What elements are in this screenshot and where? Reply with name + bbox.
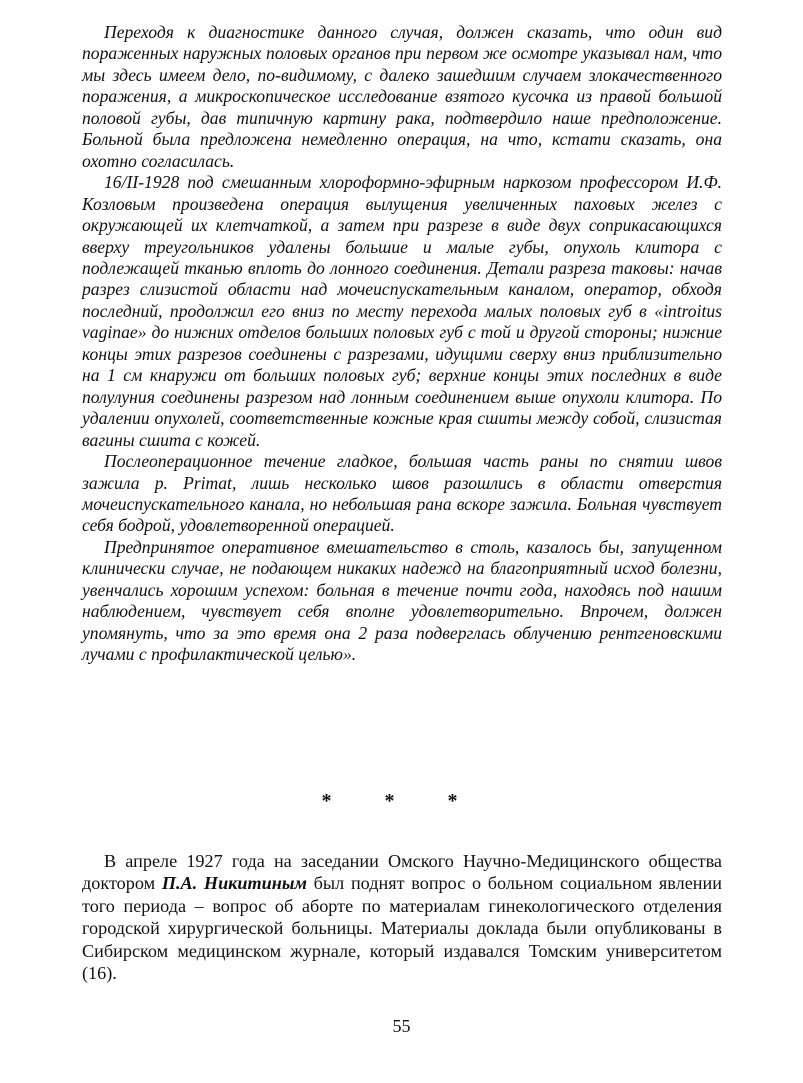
quote-paragraph-diagnosis: Переходя к диагностике данного случая, должен сказать, что один вид пораженных наружных половых органов при первом же осмотре указывал нам, что мы здесь имеем дело, по-видимому, с далеко зашедшим случаем злокачественного поражения, а микроскопическое исследование взятого кусочка из правой большой половой губы, дав типичную картину рака, подтвердило наше предположение. Больной была предложена немедленно операция, на что, кстати сказать, она охотно согласилась.	[82, 22, 722, 171]
body-text-block	[82, 850, 722, 984]
page-number: 55	[392, 1016, 411, 1036]
quote-paragraph-postoperative: Послеоперационное течение гладкое, большая часть раны по снятии швов зажила p. Primat, лишь несколько швов разошлись в области отверстия мочеиспускательного канала, но небольшая рана вскоре зажила. Больная чувствует себя бодрой, удовлетворенной операцией.	[82, 451, 722, 536]
quote-paragraph-operation: 16/II-1928 под смешанным хлороформно-эфирным наркозом профессором И.Ф. Козловым произведена операция вылущения увеличенных паховых желез с окружающей их клетчаткой, а затем при разрезе в виде двух соприкасающихся вверху треугольников удалены большие и малые губы, опухоль клитора с подлежащей тканью вплоть до лонного соединения. Детали разреза таковы: начав разрез слизистой области над мочеиспускательным каналом, оператор, обходя последний, продолжил его вниз по месту перехода малых половых губ в «introitus vaginae» до нижних отделов больших половых губ с той и другой стороны; нижние концы этих разрезов соединены с разрезами, идущими сверху вниз приблизительно на 1 см кнаружи от больших половых губ; верхние концы этих последних в виде полулуния соединены разрезом над лонным соединением выше опухоли клитора. По удалении опухолей, соответственные кожные края сшиты между собой, слизистая вагины сшита с кожей.	[82, 172, 722, 450]
section-separator: * * *	[321, 790, 482, 812]
quote-paragraph-outcome: Предпринятое оперативное вмешательство в столь, казалось бы, запущенном клинически случае, не подающем никаких надежд на благоприятный исход болезни, увенчались хорошим успехом: больная в течение почти года, находясь под нашим наблюдением, чувствует себя вполне удовлетворительно. Впрочем, должен упомянуть, что за это время она 2 раза подверглась облучению рентгеновскими лучами с профилактической целью».	[82, 536, 722, 665]
body-paragraph	[82, 850, 722, 984]
author-name: П.А. Никитиным	[161, 873, 307, 894]
italic-quote-block	[82, 22, 722, 666]
body-text-after-author: был поднят вопрос о больном социальном явлении того периода – вопрос об аборте по материалам гинекологического отделения городской хирургической больницы. Материалы доклада были опубликованы в Сибирском медицинском журнале, который издавался Томским университетом (16).	[82, 873, 722, 984]
body-text-before-author: В апреле 1927 года на заседании Омского Научно-Медицинского общества доктором	[82, 851, 722, 894]
